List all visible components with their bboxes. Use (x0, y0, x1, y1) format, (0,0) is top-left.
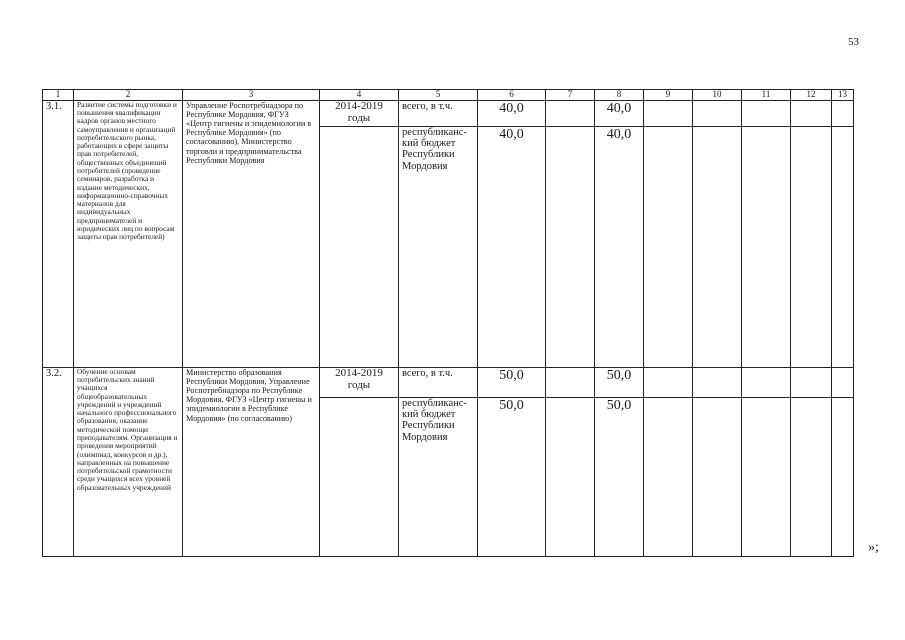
value-col8: 40,0 (595, 126, 644, 367)
header-cell: 4 (320, 90, 399, 101)
funding-source: всего, в т.ч. (399, 100, 478, 126)
value-col6: 50,0 (478, 367, 546, 397)
funding-source: республиканс-кий бюджет Республики Мордовия (399, 397, 478, 556)
value-col6: 40,0 (478, 126, 546, 367)
row-number: 3.1. (43, 100, 74, 367)
table-row (43, 100, 854, 126)
executors: Управление Роспотребнадзора по Республике Мордовия, ФГУЗ «Центр гигиены и эпидемиологии в Республике Мордовия» (по согласованию), Министерство торговли и предпринимательства Республики Мордовия (183, 100, 320, 367)
measure-description: Обучение основам потребительских знаний учащихся общеобразовательных учреждений и учреждений начального профессионального образования, оказание методической помощи преподавателям. Организация и проведения мероприятий (олимпиад, конкурсов и др.), направленных на повышение потребительской грамотности среди учащихся всех уровней образовательных учреждений (74, 367, 183, 556)
header-cell: 6 (478, 90, 546, 101)
value-col8: 40,0 (595, 100, 644, 126)
period: 2014-2019 годы (320, 100, 399, 126)
value-col8: 50,0 (595, 367, 644, 397)
value-col6: 50,0 (478, 397, 546, 556)
value-col8: 50,0 (595, 397, 644, 556)
header-cell: 1 (43, 90, 74, 101)
row-number: 3.2. (43, 367, 74, 556)
executors: Министерство образования Республики Мордовия, Управление Роспотребнадзора по Республике Мордовия, ФГУЗ «Центр гигиены и эпидемиологии в Республике Мордовия» (по согласованию) (183, 367, 320, 556)
page-number: 53 (848, 36, 859, 48)
funding-source: республиканс-кий бюджет Республики Мордовия (399, 126, 478, 367)
table-row (43, 367, 854, 397)
header-cell: 7 (546, 90, 595, 101)
header-cell: 9 (644, 90, 693, 101)
header-cell: 2 (74, 90, 183, 101)
program-table (42, 89, 854, 557)
header-cell: 5 (399, 90, 478, 101)
value-col6: 40,0 (478, 100, 546, 126)
header-cell: 3 (183, 90, 320, 101)
header-cell: 12 (791, 90, 832, 101)
period: 2014-2019 годы (320, 367, 399, 397)
header-row (43, 90, 854, 101)
closing-mark: »; (868, 540, 879, 555)
header-cell: 13 (832, 90, 854, 101)
header-cell: 10 (693, 90, 742, 101)
funding-source: всего, в т.ч. (399, 367, 478, 397)
header-cell: 11 (742, 90, 791, 101)
measure-description: Развитие системы подготовки и повышения квалификации кадров органов местного самоуправления и организаций потребительского рынка, работающих в сфере защиты прав потребителей, общественных объединений потребителей (проведение семинаров, разработка и издание методических, информационно-справочных материалов для индивидуальных предпринимателей и юридических лиц по вопросам защиты прав потребителей) (74, 100, 183, 367)
header-cell: 8 (595, 90, 644, 101)
